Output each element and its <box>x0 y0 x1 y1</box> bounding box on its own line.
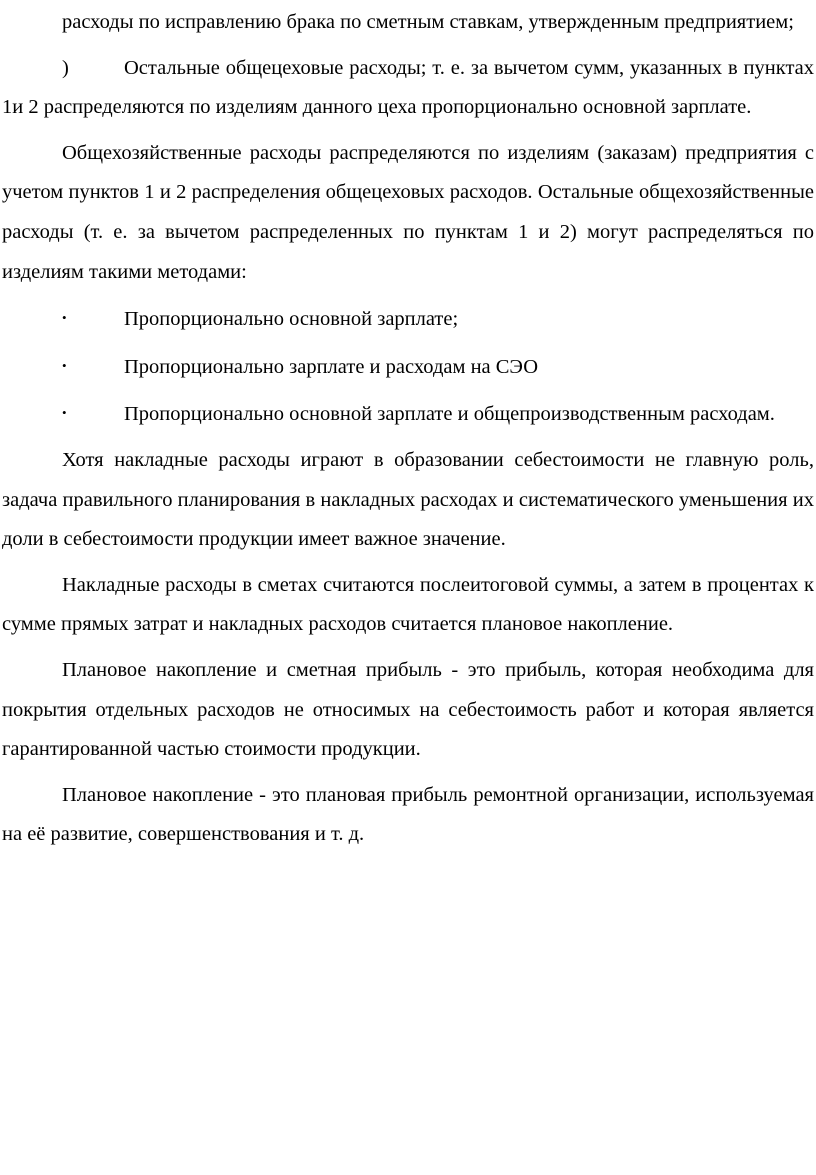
bullet-icon: • <box>62 405 67 421</box>
bullet-item <box>2 346 814 388</box>
list-marker: ) <box>62 56 69 79</box>
bullet-item <box>2 393 814 435</box>
paragraph-other-shop-costs <box>2 49 814 128</box>
bullet-text: Пропорционально основной зарплате и общепроизводственным расходам. <box>124 403 775 426</box>
paragraph-overhead-estimates: Накладные расходы в сметах считаются послеитоговой суммы, а затем в процентах к сумме прямых затрат и накладных расходов считается плановое накопление. <box>2 573 814 636</box>
bullet-icon: • <box>62 310 67 326</box>
bullet-item <box>2 298 814 340</box>
bullet-text: Пропорционально зарплате и расходам на СЭО <box>124 355 539 378</box>
paragraph-general-costs: Общехозяйственные расходы распределяются по изделиям (заказам) предприятия с учетом пунктов 1 и 2 распределения общецеховых расходов. Остальные общехозяйственные расходы (т. е. за вычетом распределенных по пунктам 1 и 2) могут распределяться по изделиям такими методами: <box>2 141 814 283</box>
paragraph-planned-accumulation: Плановое накопление и сметная прибыль - это прибыль, которая необходима для покрытия отдельных расходов не относимых на себестоимость работ и которая является гарантированной частью стоимости продукции. <box>2 658 814 761</box>
paragraph-overhead-role: Хотя накладные расходы играют в образовании себестоимости не главную роль, задача правильного планирования в накладных расходах и систематического уменьшения их доли в себестоимости продукции имеет важное значение. <box>2 448 814 551</box>
paragraph-defect-costs: расходы по исправлению брака по сметным ставкам, утвержденным предприятием; <box>62 11 794 33</box>
paragraph-text: Остальные общецеховые расходы; т. е. за вычетом сумм, указанных в пунктах 1и 2 распределяются по изделиям данного цеха пропорционально основной зарплате. <box>2 56 814 119</box>
bullet-text: Пропорционально основной зарплате; <box>124 308 459 331</box>
paragraph-planned-profit: Плановое накопление - это плановая прибыль ремонтной организации, используемая на её развитие, совершенствования и т. д. <box>2 783 814 846</box>
bullet-icon: • <box>62 357 67 373</box>
